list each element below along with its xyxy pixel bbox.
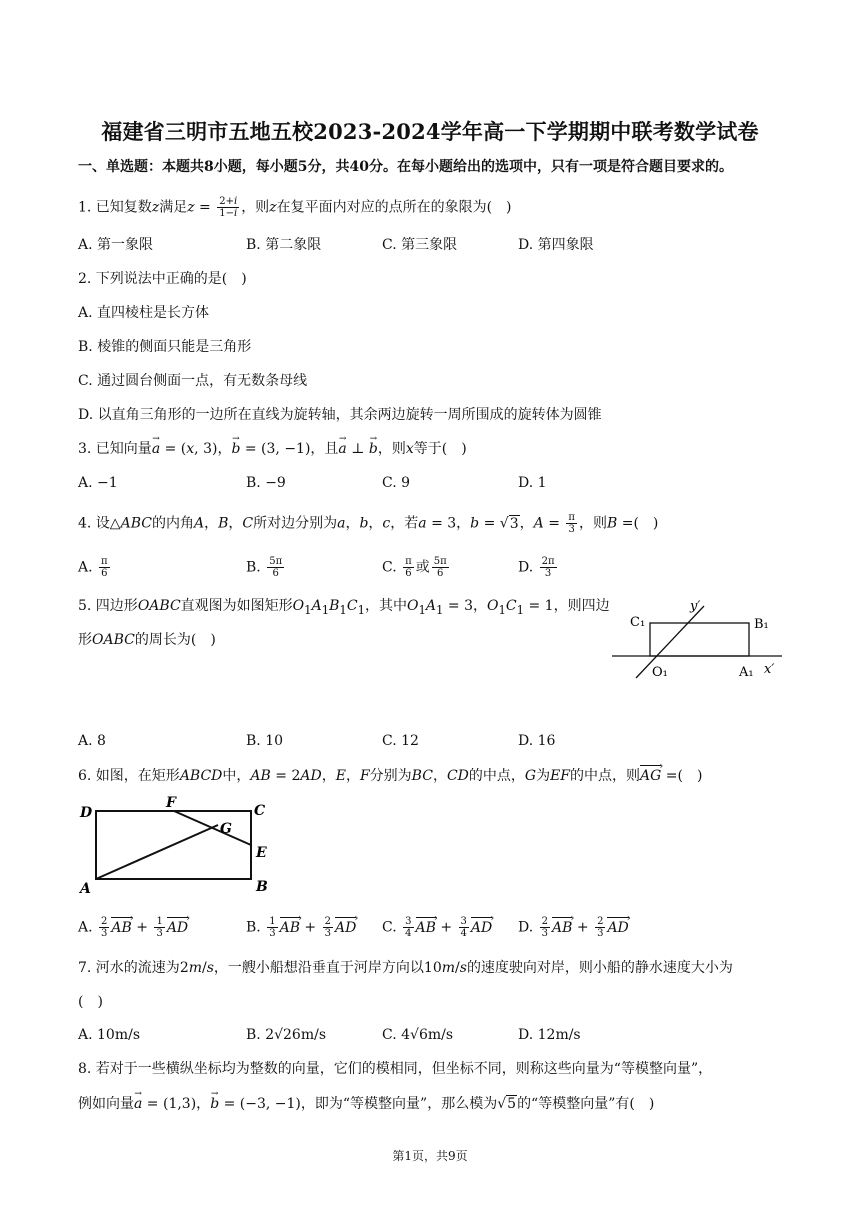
- question-7-option-d: D. 12m/s: [518, 1027, 581, 1043]
- question-6-figure: [76, 795, 276, 899]
- question-7-option-c: C. 4√6m/s: [382, 1027, 454, 1043]
- question-8-stem-line1: 8. 若对于一些横纵坐标均为整数的向量，它们的模相同，但坐标不同，则称这些向量为“等模整向量”，: [78, 1061, 713, 1077]
- question-4-stem: 4. 设△ABC的内角A，B，C所对边分别为a，b，c，若a = 3，b = √3，A = $\frac{\pi}{3}$ ，则B =( ): [78, 512, 659, 535]
- question-3-option-b: B. −9: [246, 475, 286, 491]
- question-6-option-d: D. $\frac{2}{3}$ AB › + $\frac{2}{3}$ AD ›: [518, 916, 629, 939]
- y-axis-line: [636, 606, 704, 678]
- question-4-option-b: B. $\frac{5\pi}{6}$: [246, 556, 283, 579]
- question-3-stem: 3. 已知向量→ a = (x, 3)，→ b = (3, −1)，且→ a ⊥ → b，则x等于( ): [78, 439, 467, 459]
- question-3-option-c: C. 9: [382, 475, 411, 491]
- question-6-stem: 6. 如图，在矩形ABCD中，AB = 2AD，E，F分别为BC，CD的中点，G为EF的中点，则AG › =( ): [78, 765, 702, 786]
- page-footer: 第1页，共9页: [392, 1149, 468, 1163]
- label-g: G: [220, 821, 232, 837]
- question-3-option-a: A. −1: [78, 475, 118, 491]
- label-c: C: [254, 803, 266, 819]
- segment-ag: [96, 825, 218, 879]
- label-d: D: [80, 805, 93, 821]
- label-b: B: [256, 879, 268, 895]
- question-8-stem-line2: 例如向量→ a = (1,3)，→ b = (−3, −1)，即为“等模整向量”，那么模为√5的“等模整向量”有( ): [78, 1094, 654, 1114]
- label-a: A: [80, 881, 91, 897]
- question-7-stem-line2: ( ): [78, 994, 103, 1010]
- question-6-option-b: B. $\frac{1}{3}$ AB › + $\frac{2}{3}$ AD ›: [246, 916, 356, 939]
- question-6-option-c: C. $\frac{3}{4}$ AB › + $\frac{3}{4}$ AD ›: [382, 916, 492, 939]
- question-5-stem-line2: 形OABC的周长为( ): [78, 632, 216, 648]
- question-6-option-a: A. $\frac{2}{3}$ AB › + $\frac{1}{3}$ AD ›: [78, 916, 188, 939]
- label-c1: C₁: [630, 615, 646, 630]
- question-1-option-b: B. 第二象限: [246, 237, 322, 253]
- question-4-option-a: A. $\frac{\pi}{6}$: [78, 556, 108, 579]
- page-title: 福建省三明市五地五校2023-2024学年高一下学期期中联考数学试卷: [101, 119, 759, 144]
- question-5-option-b: B. 10: [246, 733, 284, 749]
- label-o1: O₁: [652, 665, 668, 680]
- question-2-stem: 2. 下列说法中正确的是( ): [78, 271, 247, 287]
- question-1-option-a: A. 第一象限: [78, 237, 154, 253]
- label-y: y′: [690, 599, 701, 614]
- question-2-option-d: D. 以直角三角形的一边所在直线为旋转轴，其余两边旋转一周所围成的旋转体为圆锥: [78, 407, 602, 423]
- question-7-stem-line1: 7. 河水的流速为2m/s，一艘小船想沿垂直于河岸方向以10m/s的速度驶向对岸，则小船的静水速度大小为: [78, 960, 733, 976]
- question-2-option-c: C. 通过圆台侧面一点，有无数条母线: [78, 373, 308, 389]
- question-3-option-d: D. 1: [518, 475, 547, 491]
- question-1-option-d: D. 第四象限: [518, 237, 594, 253]
- question-5-figure: [606, 596, 788, 686]
- question-7-option-a: A. 10m/s: [78, 1027, 141, 1043]
- question-1-stem: 1. 已知复数z满足z = $\frac{2+i}{1-i}$ ，则z在复平面内对应的点所在的象限为( ): [78, 196, 512, 219]
- question-1-option-c: C. 第三象限: [382, 237, 458, 253]
- label-f: F: [166, 795, 176, 811]
- question-5-option-c: C. 12: [382, 733, 419, 749]
- question-2-option-b: B. 棱锥的侧面只能是三角形: [78, 339, 252, 355]
- rectangle-o1a1b1c1: [650, 623, 749, 656]
- question-5-option-a: A. 8: [78, 733, 106, 749]
- question-4-option-d: D. $\frac{2\pi}{3}$: [518, 556, 555, 579]
- question-5-option-d: D. 16: [518, 733, 556, 749]
- section-heading: 一、单选题：本题共8小题，每小题5分，共40分。在每小题给出的选项中，只有一项是符合题目要求的。: [78, 159, 733, 175]
- question-2-option-a: A. 直四棱柱是长方体: [78, 305, 210, 321]
- question-5-stem-line1: 5. 四边形OABC直观图为如图矩形$O_1A_1B_1C_1$，其中$O_1A_1 = 3$，$O_1C_1 = 1$，则四边: [78, 598, 610, 617]
- label-x: x′: [764, 662, 775, 677]
- question-4-option-c: C. $\frac{\pi}{6}$ 或 $\frac{5\pi}{6}$: [382, 556, 447, 579]
- label-a1: A₁: [739, 665, 754, 680]
- label-e: E: [256, 845, 267, 861]
- question-7-option-b: B. 2√26m/s: [246, 1027, 327, 1043]
- label-b1: B₁: [754, 617, 769, 632]
